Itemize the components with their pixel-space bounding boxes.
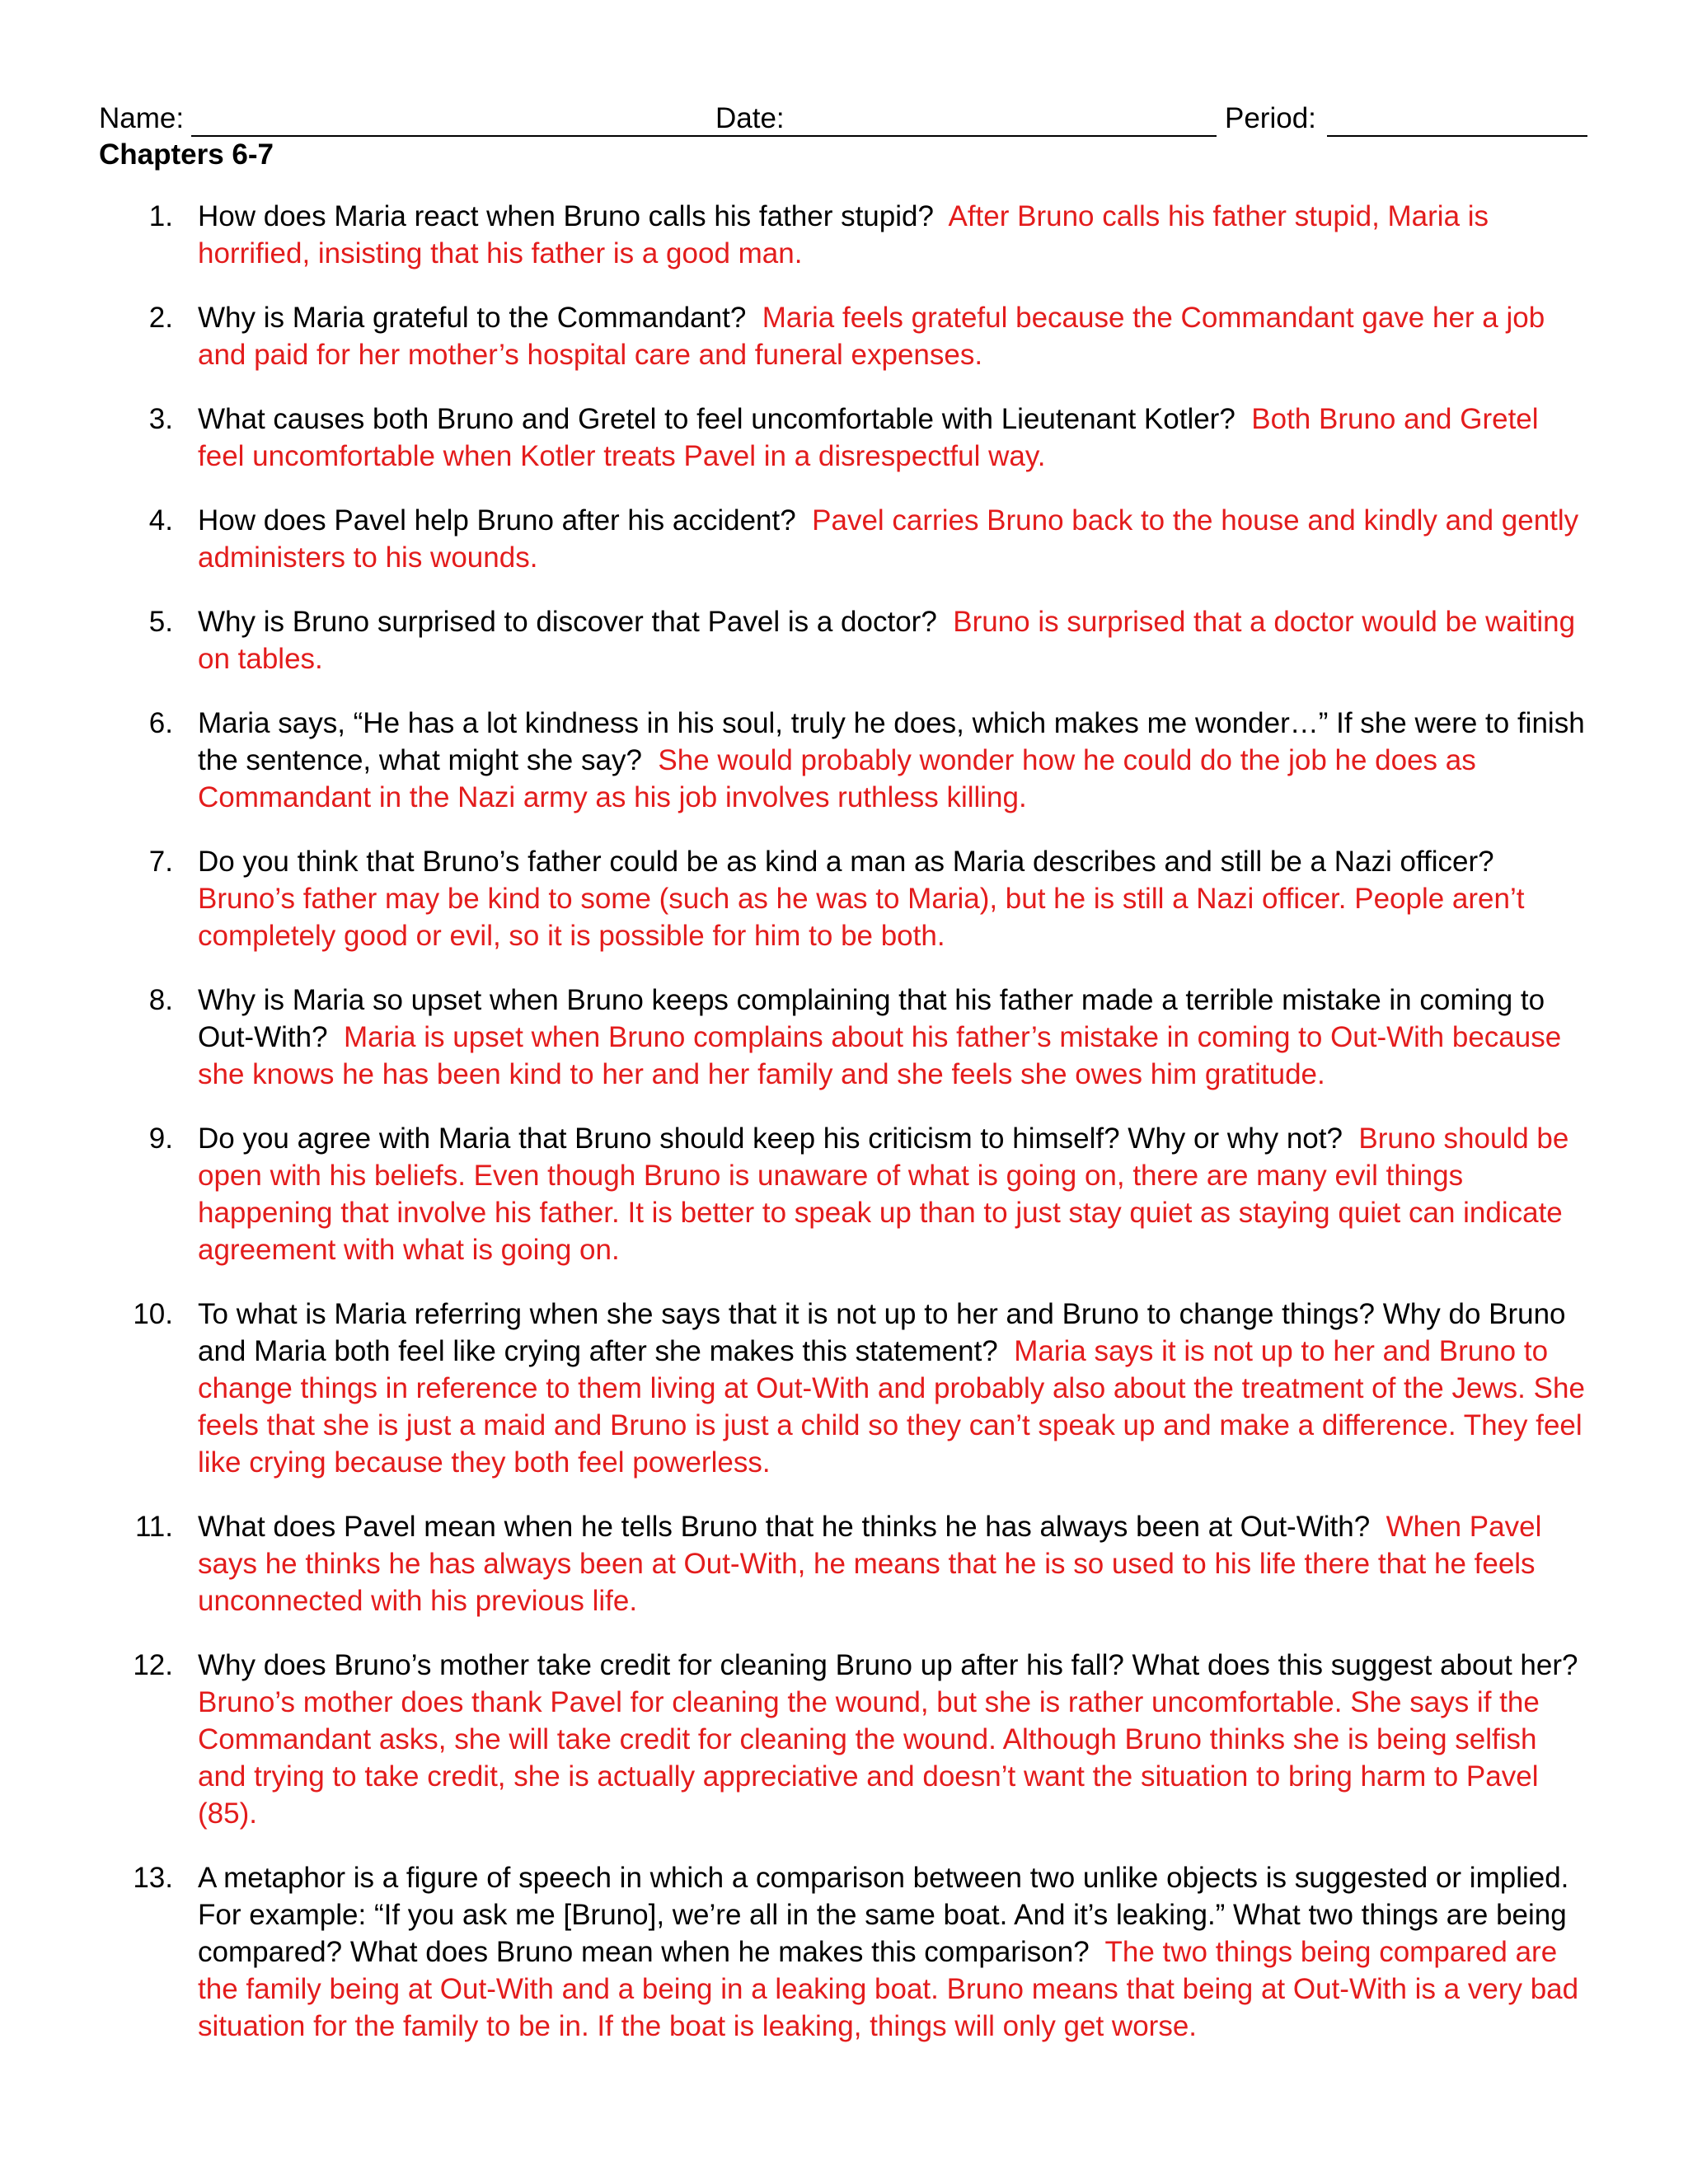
question-list — [0, 198, 1688, 2072]
question-number: 11. — [134, 1511, 173, 1543]
question-text: Do you agree with Maria that Bruno should keep his criticism to himself? Why or why not? — [198, 1122, 1343, 1155]
answer-text: Maria says it is not up to her and Bruno to change things in reference to them living at Out-With and probably also about the treatment of the Jews. She feels that she is just a maid and Bruno is just a child so they can’t speak up and make a difference. They feel like crying because they both feel powerless. — [198, 1335, 1585, 1479]
question-item — [0, 1120, 1688, 1268]
question-number: 3. — [148, 403, 173, 435]
period-field-line[interactable] — [1327, 135, 1587, 137]
question-number: 10. — [133, 1298, 173, 1330]
answer-text: After Bruno calls his father stupid, Maria is horrified, insisting that his father is a good man. — [198, 200, 1489, 269]
answer-text: Maria is upset when Bruno complains about his father’s mistake in coming to Out-With because she knows he has been kind to her and her family and she feels she owes him gratitude. — [198, 1021, 1562, 1090]
question-item — [0, 502, 1688, 576]
answer-text: Bruno is surprised that a doctor would be waiting on tables. — [198, 606, 1576, 675]
question-text: Why is Bruno surprised to discover that Pavel is a doctor? — [198, 606, 937, 638]
header-row — [99, 101, 1589, 137]
question-item — [0, 1508, 1688, 1619]
answer-text: She would probably wonder how he could do the job he does as Commandant in the Nazi army as his job involves ruthless killing. — [198, 744, 1476, 813]
answer-text: Pavel carries Bruno back to the house and kindly and gently administers to his wounds. — [198, 504, 1579, 574]
question-number: 5. — [148, 606, 173, 638]
question-text: To what is Maria referring when she says that it is not up to her and Bruno to change things? Why do Bruno and Maria both feel like crying after she makes this statement? — [198, 1298, 1566, 1367]
question-number: 6. — [148, 707, 173, 739]
date-label: Date: — [715, 102, 785, 134]
question-number: 9. — [148, 1122, 173, 1155]
question-number: 1. — [148, 200, 173, 232]
date-field-line[interactable] — [799, 135, 1217, 137]
question-text: What causes both Bruno and Gretel to feel uncomfortable with Lieutenant Kotler? — [198, 403, 1236, 435]
question-number: 8. — [148, 984, 173, 1016]
period-label: Period: — [1225, 102, 1316, 134]
question-text: Maria says, “He has a lot kindness in his soul, truly he does, which makes me wonder…” If she were to finish the sentence, what might she say? — [198, 707, 1585, 776]
question-item — [0, 705, 1688, 816]
answer-text: Maria feels grateful because the Commandant gave her a job and paid for her mother’s hospital care and funeral expenses. — [198, 302, 1545, 371]
question-text: How does Maria react when Bruno calls his father stupid? — [198, 200, 934, 232]
answer-text: The two things being compared are the family being at Out-With and a being in a leaking boat. Bruno means that being at Out-With is a very bad situation for the family to be in. If the boat is leaking, things will only get worse. — [198, 1936, 1579, 2042]
answer-text: Bruno’s mother does thank Pavel for cleaning the wound, but she is rather uncomfortable. She says if the Commandant asks, she will take credit for cleaning the wound. Although Bruno thinks she is being selfish and trying to take credit, she is actually appreciative and doesn’t want the situation to bring harm to Pavel (85). — [198, 1686, 1540, 1830]
answer-text: Bruno’s father may be kind to some (such as he was to Maria), but he is still a Nazi officer. People aren’t completely good or evil, so it is possible for him to be both. — [198, 883, 1525, 952]
question-number: 4. — [148, 504, 173, 537]
chapters-heading: Chapters 6-7 — [99, 138, 274, 171]
name-label: Name: — [99, 102, 185, 134]
question-item — [0, 1296, 1688, 1481]
question-item — [0, 843, 1688, 954]
question-text: Why is Maria grateful to the Commandant? — [198, 302, 747, 334]
question-number: 12. — [133, 1649, 173, 1681]
question-text: What does Pavel mean when he tells Bruno that he thinks he has always been at Out-With? — [198, 1511, 1371, 1543]
question-number: 13. — [133, 1862, 173, 1894]
question-item — [0, 982, 1688, 1093]
answer-text: When Pavel says he thinks he has always been at Out-With, he means that he is so used to his life there that he feels unconnected with his previous life. — [198, 1511, 1542, 1617]
question-number: 2. — [148, 302, 173, 334]
question-item — [0, 1859, 1688, 2045]
question-item — [0, 198, 1688, 272]
question-text: Why is Maria so upset when Bruno keeps complaining that his father made a terrible mistake in coming to Out-With? — [198, 984, 1545, 1053]
question-item — [0, 1647, 1688, 1832]
question-text: How does Pavel help Bruno after his accident? — [198, 504, 796, 537]
question-item — [0, 401, 1688, 475]
question-item — [0, 299, 1688, 373]
question-text: Do you think that Bruno’s father could be as kind a man as Maria describes and still be a Nazi officer? — [198, 846, 1494, 878]
question-number: 7. — [148, 846, 173, 878]
question-text: A metaphor is a figure of speech in which a comparison between two unlike objects is suggested or implied. For example: “If you ask me [Bruno], we’re all in the same boat. And it’s leaking.” What two things are being compared? What does Bruno mean when he makes this comparison? — [198, 1862, 1569, 1968]
question-text: Why does Bruno’s mother take credit for cleaning Bruno up after his fall? What does this suggest about her? — [198, 1649, 1578, 1681]
answer-text: Both Bruno and Gretel feel uncomfortable when Kotler treats Pavel in a disrespectful way. — [198, 403, 1539, 472]
question-item — [0, 603, 1688, 677]
answer-text: Bruno should be open with his beliefs. Even though Bruno is unaware of what is going on, there are many evil things happening that involve his father. It is better to speak up than to just stay quiet as staying quiet can indicate agreement with what is going on. — [198, 1122, 1569, 1266]
